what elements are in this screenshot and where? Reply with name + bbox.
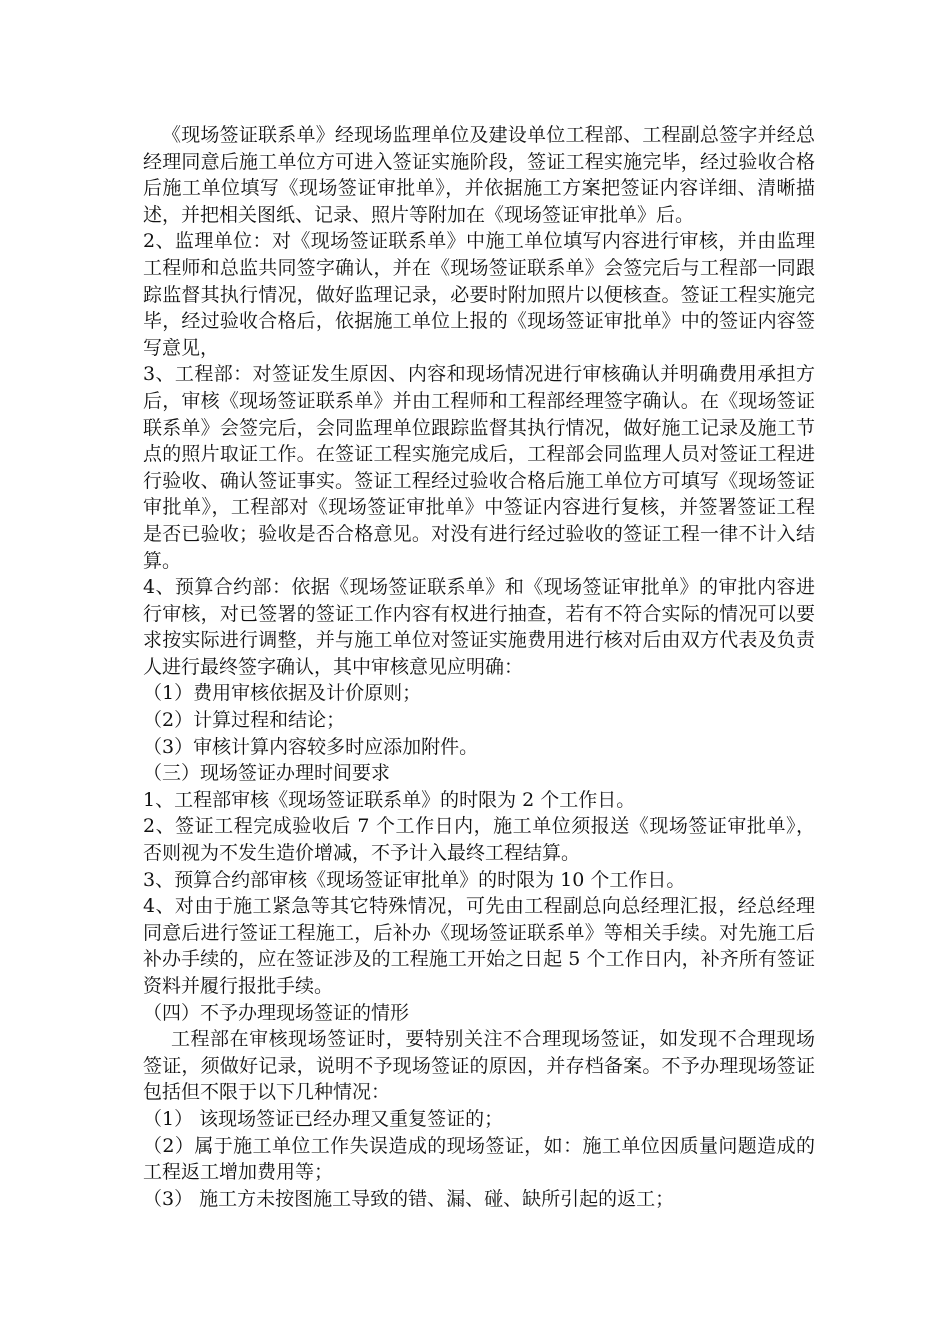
list-item-review-basis: （1）费用审核依据及计价原则； [143, 682, 422, 705]
paragraph-supervision-unit: 2、监理单位：对《现场签证联系单》中施工单位填写内容进行审核，并由监理工程师和总监共同签字确认，并在《现场签证联系单》会签完后与工程部一同跟踪监督其执行情况，做好监理记录，必要时附加照片以便核查。签证工程实施完毕，经过验收合格后，依据施工单位上报的《现场签证审批单》中的签证内容签写意见， [143, 230, 815, 359]
section-heading-no-signing: （四）不予办理现场签证的情形 [143, 1001, 410, 1024]
paragraph-time-limit-3: 3、预算合约部审核《现场签证审批单》的时限为 10 个工作日。 [143, 868, 686, 891]
paragraph-budget-dept: 4、预算合约部：依据《现场签证联系单》和《现场签证审批单》的审批内容进行审核，对已签署的签证工作内容有权进行抽查，若有不符合实际的情况可以要求按实际进行调整，并与施工单位对签证实施费用进行核对后由双方代表及负责人进行最终签字确认，其中审核意见应明确： [143, 576, 815, 678]
paragraph-engineering-dept: 3、工程部：对签证发生原因、内容和现场情况进行审核确认并明确费用承担方后，审核《现场签证联系单》并由工程师和工程部经理签字确认。在《现场签证联系单》会签完后，会同监理单位跟踪监督其执行情况，做好施工记录及施工节点的照片取证工作。在签证工程实施完成后，工程部会同监理人员对签证工程进行验收、确认签证事实。签证工程经过验收合格后施工单位方可填写《现场签证审批单》，工程部对《现场签证审批单》中签证内容进行复核，并签署签证工程是否已验收；验收是否合格意见。对没有进行经过验收的签证工程一律不计入结算。 [143, 363, 815, 572]
document-page [143, 122, 815, 1212]
section-heading-time-requirements: （三）现场签证办理时间要求 [143, 762, 391, 785]
paragraph-no-signing-intro: 工程部在审核现场签证时，要特别关注不合理现场签证，如发现不合理现场签证，须做好记录，说明不予现场签证的原因，并存档备案。不予办理现场签证包括但不限于以下几种情况： [143, 1028, 815, 1104]
paragraph-time-limit-4: 4、对由于施工紧急等其它特殊情况，可先由工程副总向总经理汇报，经总经理同意后进行签证工程施工，后补办《现场签证联系单》等相关手续。对先施工后补办手续的，应在签证涉及的工程施工开始之日起 5 个工作日内，补齐所有签证资料并履行报批手续。 [143, 895, 815, 997]
paragraph-time-limit-2: 2、签证工程完成验收后 7 个工作日内，施工单位须报送《现场签证审批单》，否则视为不发生造价增减，不予计入最终工程结算。 [143, 815, 815, 865]
list-item-duplicate: （1） 该现场签证已经办理又重复签证的； [143, 1107, 504, 1130]
list-item-attachments: （3）审核计算内容较多时应添加附件。 [143, 735, 479, 758]
paragraph-signing-process: 《现场签证联系单》经现场监理单位及建设单位工程部、工程副总签字并经总经理同意后施工单位方可进入签证实施阶段，签证工程实施完毕，经过验收合格后施工单位填写《现场签证审批单》，并依据施工方案把签证内容详细、清晰描述，并把相关图纸、记录、照片等附加在《现场签证审批单》后。 [143, 124, 815, 226]
list-item-not-per-drawing: （3） 施工方未按图施工导致的错、漏、碰、缺所引起的返工； [143, 1187, 675, 1210]
list-item-contractor-error: （2）属于施工单位工作失误造成的现场签证，如：施工单位因质量问题造成的工程返工增加费用等； [143, 1134, 815, 1184]
list-item-calculation: （2）计算过程和结论； [143, 709, 346, 732]
paragraph-time-limit-1: 1、工程部审核《现场签证联系单》的时限为 2 个工作日。 [143, 788, 636, 811]
